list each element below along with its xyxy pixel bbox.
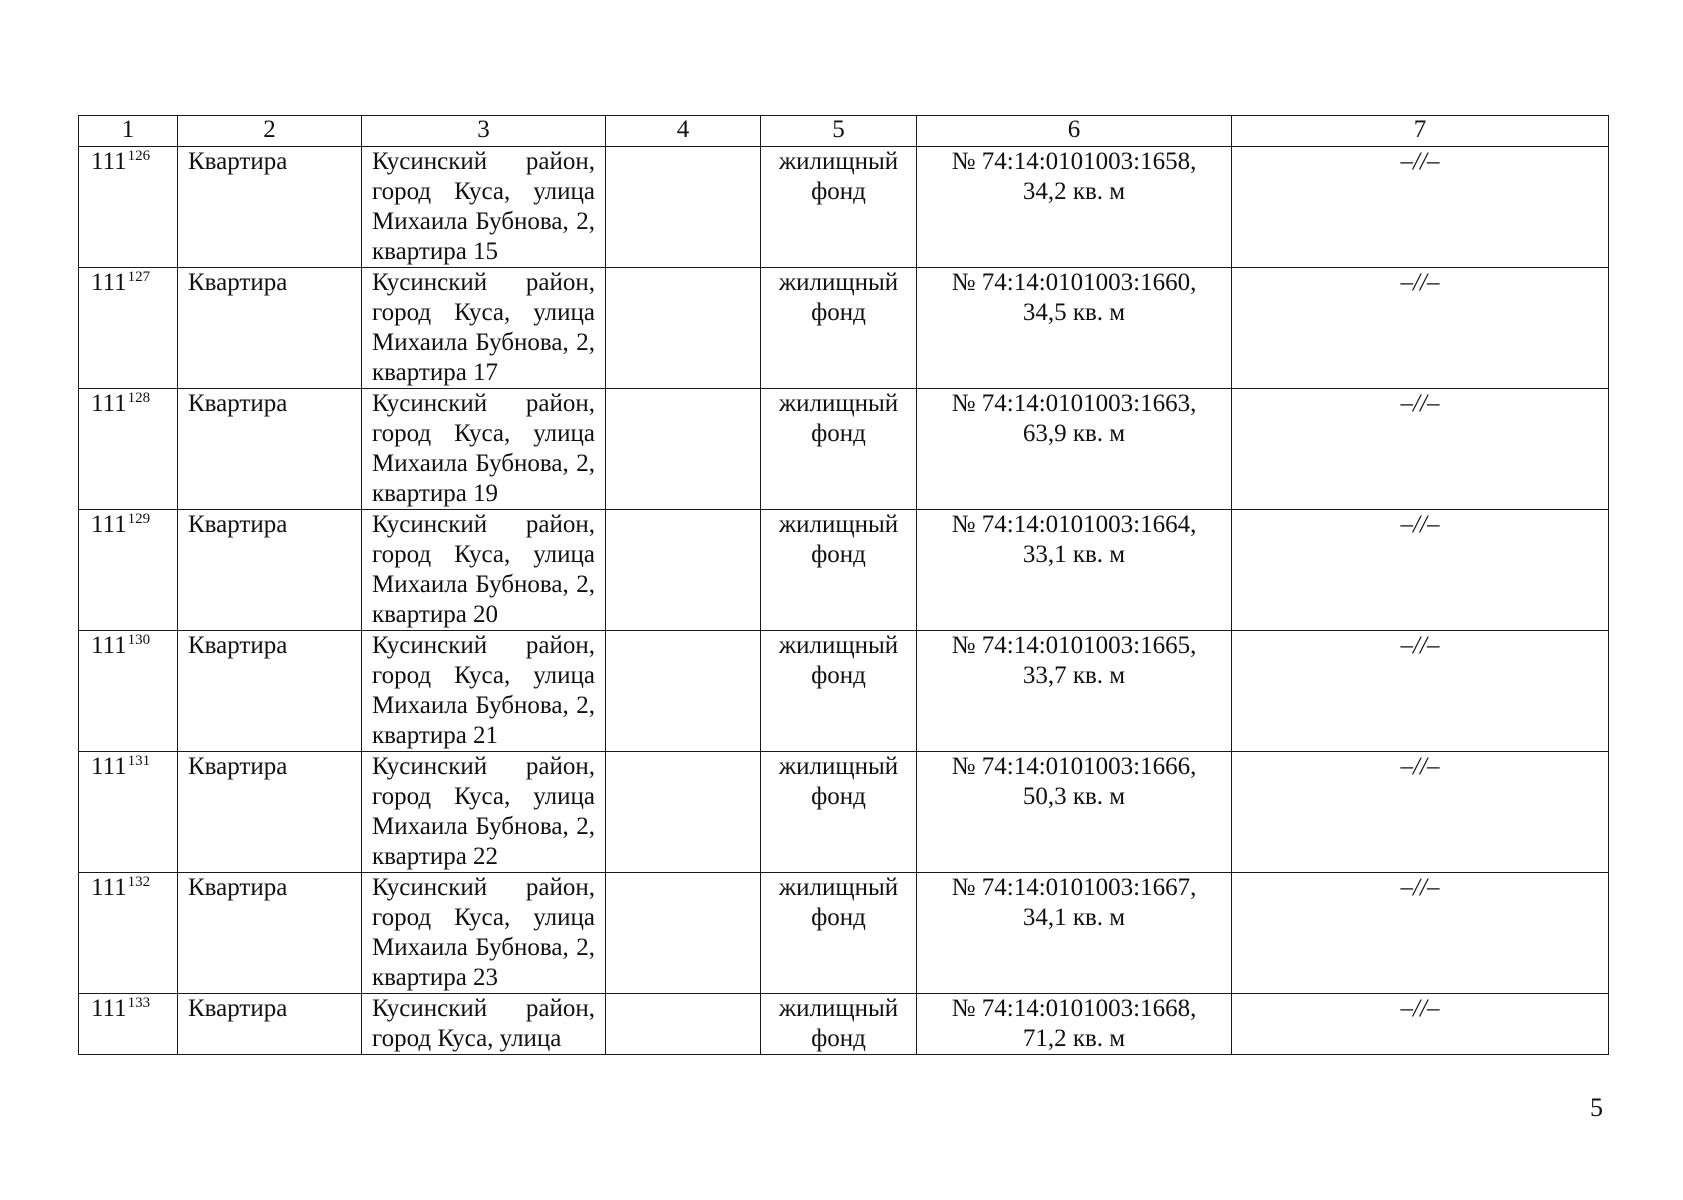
ditto-cell: –//– <box>1232 147 1609 268</box>
column-header-7: 7 <box>1232 116 1609 147</box>
address-cell: Кусинский район, город Куса, улица Михаила Бубнова, 2, квартира 21 <box>362 631 606 752</box>
purpose-cell: жилищный фонд <box>761 147 917 268</box>
object-name-cell: Квартира <box>178 268 362 389</box>
object-name-cell: Квартира <box>178 510 362 631</box>
table-header-row <box>79 116 1609 147</box>
row-number-superscript: 131 <box>127 753 151 769</box>
purpose-cell: жилищный фонд <box>761 873 917 994</box>
row-number-cell <box>79 147 178 268</box>
row-number-cell <box>79 510 178 631</box>
row-number-superscript: 132 <box>127 874 151 890</box>
row-number: 111 <box>91 753 127 780</box>
address-cell: Кусинский район, город Куса, улица Михаила Бубнова, 2, квартира 15 <box>362 147 606 268</box>
cadastre-cell: № 74:14:0101003:1666, 50,3 кв. м <box>917 752 1232 873</box>
address-cell: Кусинский район, город Куса, улица Михаила Бубнова, 2, квартира 23 <box>362 873 606 994</box>
column-4-cell <box>606 873 761 994</box>
column-header-4: 4 <box>606 116 761 147</box>
object-name-cell: Квартира <box>178 873 362 994</box>
ditto-cell: –//– <box>1232 389 1609 510</box>
address-cell: Кусинский район, город Куса, улица Михаила Бубнова, 2, квартира 19 <box>362 389 606 510</box>
row-number: 111 <box>91 874 127 901</box>
purpose-cell: жилищный фонд <box>761 510 917 631</box>
purpose-cell: жилищный фонд <box>761 389 917 510</box>
property-registry-table <box>78 115 1609 1055</box>
column-header-6: 6 <box>917 116 1232 147</box>
table-row <box>79 510 1609 631</box>
page-number: 5 <box>1590 1093 1603 1122</box>
row-number: 111 <box>91 390 127 417</box>
table-row <box>79 268 1609 389</box>
object-name-cell: Квартира <box>178 752 362 873</box>
column-4-cell <box>606 752 761 873</box>
cadastre-cell: № 74:14:0101003:1663, 63,9 кв. м <box>917 389 1232 510</box>
row-number-superscript: 128 <box>127 390 151 406</box>
row-number-cell <box>79 873 178 994</box>
address-cell: Кусинский район, город Куса, улица <box>362 994 606 1055</box>
ditto-cell: –//– <box>1232 631 1609 752</box>
address-cell: Кусинский район, город Куса, улица Михаила Бубнова, 2, квартира 17 <box>362 268 606 389</box>
row-number: 111 <box>91 148 127 175</box>
purpose-cell: жилищный фонд <box>761 994 917 1055</box>
row-number-superscript: 127 <box>127 269 151 285</box>
ditto-cell: –//– <box>1232 994 1609 1055</box>
column-4-cell <box>606 389 761 510</box>
row-number-superscript: 129 <box>127 511 151 527</box>
column-header-3: 3 <box>362 116 606 147</box>
row-number: 111 <box>91 269 127 296</box>
table-row <box>79 389 1609 510</box>
column-4-cell <box>606 631 761 752</box>
column-header-2: 2 <box>178 116 362 147</box>
object-name-cell: Квартира <box>178 631 362 752</box>
object-name-cell: Квартира <box>178 994 362 1055</box>
column-4-cell <box>606 994 761 1055</box>
cadastre-cell: № 74:14:0101003:1658, 34,2 кв. м <box>917 147 1232 268</box>
address-cell: Кусинский район, город Куса, улица Михаила Бубнова, 2, квартира 22 <box>362 752 606 873</box>
row-number: 111 <box>91 995 127 1022</box>
cadastre-cell: № 74:14:0101003:1664, 33,1 кв. м <box>917 510 1232 631</box>
ditto-cell: –//– <box>1232 510 1609 631</box>
ditto-cell: –//– <box>1232 752 1609 873</box>
address-cell: Кусинский район, город Куса, улица Михаила Бубнова, 2, квартира 20 <box>362 510 606 631</box>
purpose-cell: жилищный фонд <box>761 268 917 389</box>
row-number: 111 <box>91 511 127 538</box>
column-4-cell <box>606 268 761 389</box>
row-number-cell <box>79 752 178 873</box>
row-number-cell <box>79 389 178 510</box>
cadastre-cell: № 74:14:0101003:1668, 71,2 кв. м <box>917 994 1232 1055</box>
column-header-5: 5 <box>761 116 917 147</box>
cadastre-cell: № 74:14:0101003:1667, 34,1 кв. м <box>917 873 1232 994</box>
column-4-cell <box>606 510 761 631</box>
column-header-1: 1 <box>79 116 178 147</box>
table-row <box>79 873 1609 994</box>
row-number-superscript: 130 <box>127 632 151 648</box>
row-number-superscript: 126 <box>127 148 151 164</box>
ditto-cell: –//– <box>1232 268 1609 389</box>
cadastre-cell: № 74:14:0101003:1665, 33,7 кв. м <box>917 631 1232 752</box>
object-name-cell: Квартира <box>178 389 362 510</box>
object-name-cell: Квартира <box>178 147 362 268</box>
table-row <box>79 631 1609 752</box>
column-4-cell <box>606 147 761 268</box>
cadastre-cell: № 74:14:0101003:1660, 34,5 кв. м <box>917 268 1232 389</box>
purpose-cell: жилищный фонд <box>761 752 917 873</box>
row-number-cell <box>79 268 178 389</box>
table-row <box>79 147 1609 268</box>
row-number-cell <box>79 994 178 1055</box>
row-number-cell <box>79 631 178 752</box>
purpose-cell: жилищный фонд <box>761 631 917 752</box>
ditto-cell: –//– <box>1232 873 1609 994</box>
row-number: 111 <box>91 632 127 659</box>
row-number-superscript: 133 <box>127 995 151 1011</box>
table-row <box>79 994 1609 1055</box>
table-row <box>79 752 1609 873</box>
